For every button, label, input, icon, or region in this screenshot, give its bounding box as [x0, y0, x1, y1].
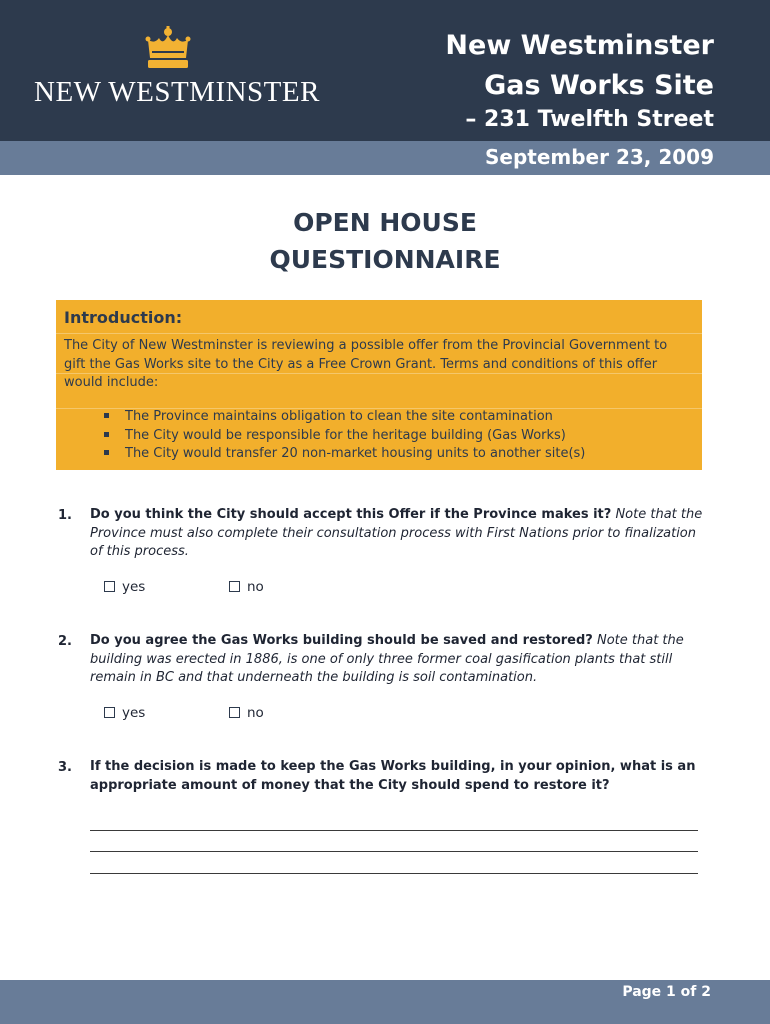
answer-line[interactable]: [90, 873, 698, 874]
logo-wordmark: NEW WESTMINSTER: [34, 76, 320, 108]
list-item: The City would be responsible for the heritage building (Gas Works): [104, 427, 585, 446]
question-3-prompt: If the decision is made to keep the Gas Works building, in your opinion, what is an appropriate amount of money that the City should spend to restore it?: [90, 759, 696, 793]
introduction-text: The City of New Westminster is reviewing a possible offer from the Provincial Government to gift the Gas Works site to the City as a Free Crown Grant. Terms and conditions of this offer would include:: [64, 338, 668, 390]
square-bullet-icon: [104, 432, 109, 437]
checkbox-icon[interactable]: [104, 581, 115, 592]
question-2-no-option[interactable]: no: [229, 705, 264, 721]
question-2-text: [90, 632, 705, 688]
site-address: – 231 Twelfth Street: [465, 107, 714, 132]
question-1-prompt: Do you think the City should accept this Offer if the Province makes it?: [90, 507, 612, 522]
question-3-text: [90, 758, 705, 795]
square-bullet-icon: [104, 413, 109, 418]
question-1-number: 1.: [58, 508, 72, 523]
list-item: The City would transfer 20 non-market housing units to another site(s): [104, 445, 585, 464]
divider: [56, 373, 702, 374]
form-title-line1: OPEN HOUSE: [293, 208, 477, 237]
question-2-note: Note that the building was erected in 1886, is one of only three former coal gasification plants that still remain in BC and that underneath the building is soil contamination.: [90, 633, 684, 685]
question-1-note: Note that the Province must also complete their consultation process with First Nations prior to finalization of this process.: [90, 507, 703, 559]
terms-list: [104, 408, 585, 464]
question-3-number: 3.: [58, 760, 72, 775]
question-1-text: [90, 506, 705, 562]
question-2-prompt: Do you agree the Gas Works building should be saved and restored?: [90, 633, 593, 648]
event-date: September 23, 2009: [484, 145, 714, 169]
crown-icon: [145, 26, 191, 70]
question-1-yes-option[interactable]: yes: [104, 579, 145, 595]
divider: [56, 333, 702, 334]
checkbox-icon[interactable]: [229, 707, 240, 718]
page-number: Page 1 of 2: [622, 984, 711, 1000]
square-bullet-icon: [104, 450, 109, 455]
introduction-heading: Introduction:: [64, 308, 183, 327]
site-title-line2: Gas Works Site: [484, 70, 714, 101]
checkbox-icon[interactable]: [229, 581, 240, 592]
introduction-panel: [56, 300, 702, 470]
question-2-yes-option[interactable]: yes: [104, 705, 145, 721]
checkbox-icon[interactable]: [104, 707, 115, 718]
form-title-line2: QUESTIONNAIRE: [269, 245, 501, 274]
question-2-number: 2.: [58, 634, 72, 649]
site-title-line1: New Westminster: [445, 30, 714, 61]
answer-line[interactable]: [90, 830, 698, 831]
list-item: The Province maintains obligation to clean the site contamination: [104, 408, 585, 427]
question-1-no-option[interactable]: no: [229, 579, 264, 595]
answer-line[interactable]: [90, 851, 698, 852]
